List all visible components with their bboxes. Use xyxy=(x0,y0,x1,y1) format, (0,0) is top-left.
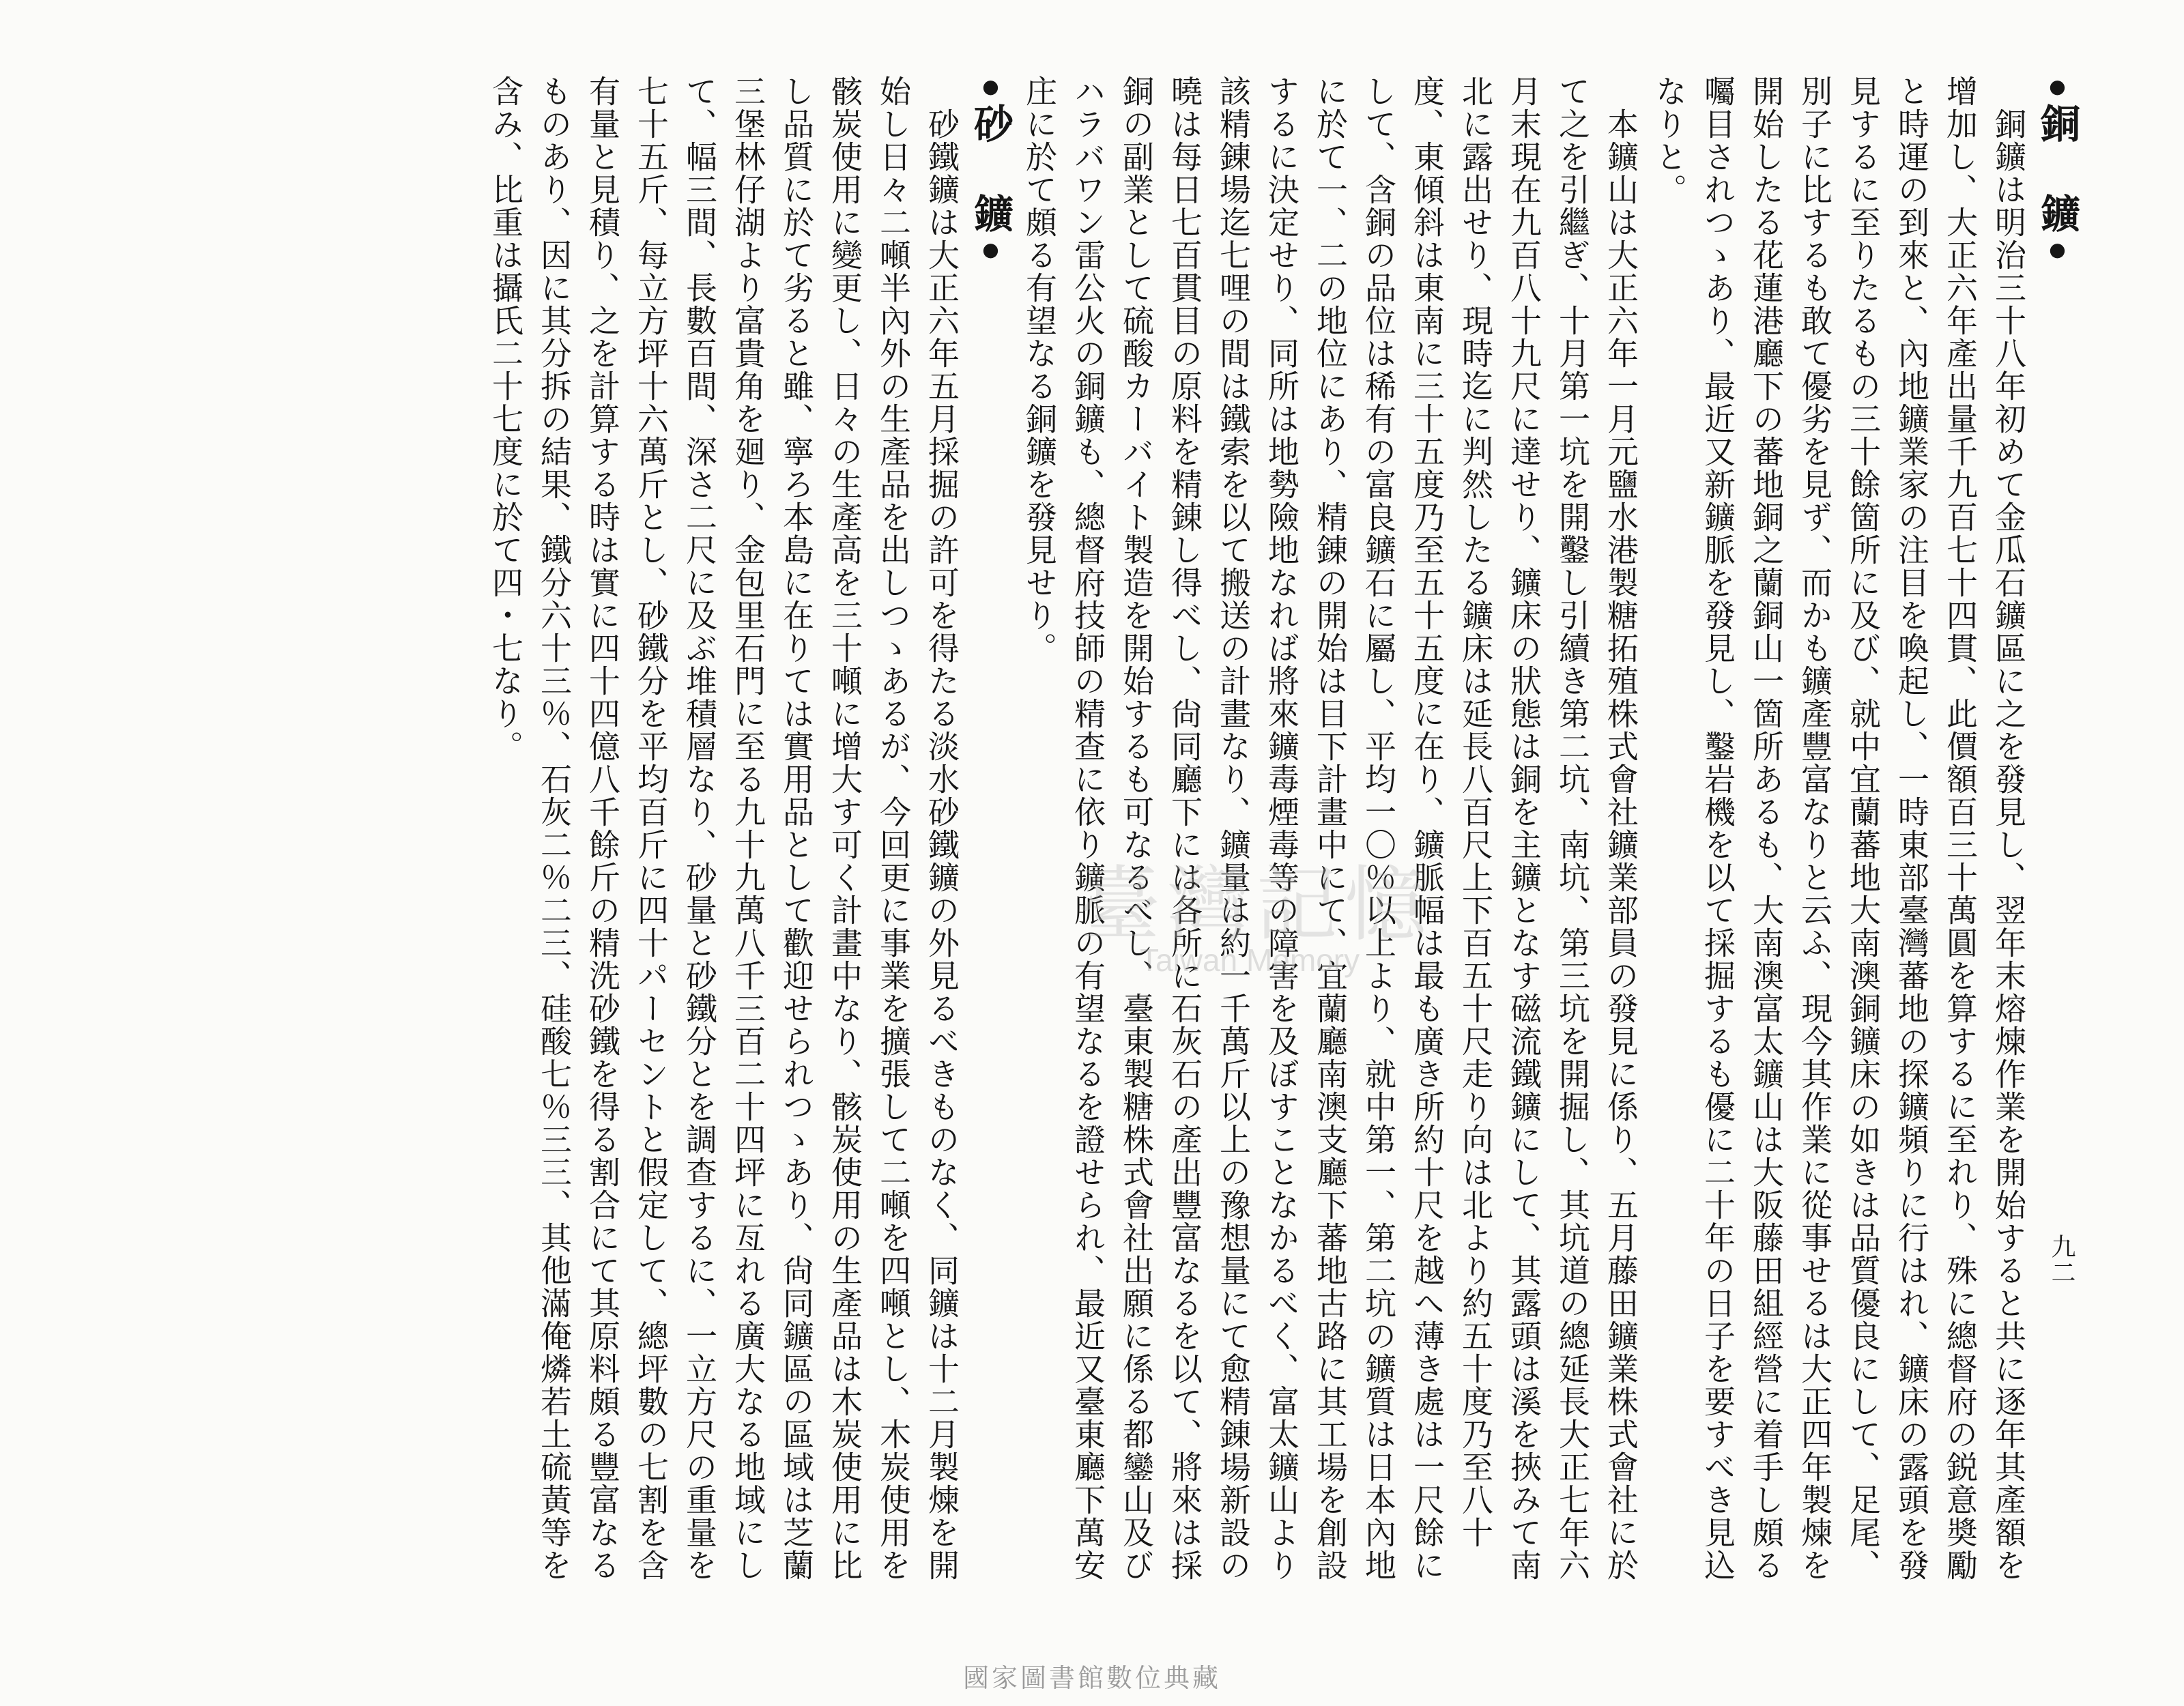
watermark-english: Taiwan Memory xyxy=(1140,942,1360,978)
bullet-icon: ● xyxy=(2046,75,2069,103)
page-number: 九二 xyxy=(2048,1234,2075,1286)
section-heading-sand-iron xyxy=(966,75,1015,1610)
bullet-icon: ● xyxy=(979,238,1002,266)
section-heading-copper xyxy=(2032,75,2082,1610)
paragraph-sand-iron: 砂鐵鑛は大正六年五月採掘の許可を得たる淡水砂鐵鑛の外見るべきものなく、同鑛は十二月製煉を開始し日々二噸半內外の生產品を出しつゝあるが、今回更に事業を擴張して二噸を四噸とし、木炭使用を骸炭使用に變更し、日々の生產高を三十噸に增大す可く計畫中なり、骸炭使用の生產品は木炭使用に比し品質に於て劣ると雖、寧ろ本島に在りては實用品として歡迎せられつゝあり、尙同鑛區の區域は芝蘭三堡林仔湖より富貴角を廻り、金包里石門に至る九十九萬八千三百二十四坪に亙れる廣大なる地域にして、幅三間、長數百間、深さ二尺に及ぶ堆積層なり、砂量と砂鐵分とを調查するに、一立方尺の重量を七十五斤、每立方坪十六萬斤とし、砂鐵分を平均百斤に四十パーセントと假定して、總坪數の七割を含有量と見積り、之を計算する時は實に四十四億八千餘斤の精洗砂鐵を得る割合にて其原料頗る豐富なるものあり、因に其分拆の結果、鐵分六十三％、石灰二％二三、硅酸七％三三、其他滿俺燐若土硫黃等を含み、比重は攝氏二十七度に於て四・七なり。 xyxy=(487,75,960,1582)
paragraph-copper-intro: 銅鑛は明治三十八年初めて金瓜石鑛區に之を發見し、翌年末熔煉作業を開始すると共に逐年其產額を增加し、大正六年產出量千九百七十四貫、此價額百三十萬圓を算するに至れり、殊に總督府の鋭意奬勵と時運の到來と、內地鑛業家の注目を喚起し、一時東部臺灣蕃地の探鑛頻りに行はれ、鑛床の露頭を發見するに至りたるもの三十餘箇所に及び、就中宜蘭蕃地大南澳銅鑛床の如きは品質優良にして、足尾、別子に比するも敢て優劣を見ず、而かも鑛產豐富なりと云ふ、現今其作業に從事せるは大正四年製煉を開始したる花蓮港廳下の蕃地銅之蘭銅山一箇所あるも、大南澳富太鑛山は大阪藤田組經營に着手し頗る囑目されつゝあり、最近又新鑛脈を發見し、鑿岩機を以て採掘するも優に二十年の日子を要すべき見込なりと。 xyxy=(1651,75,2027,1582)
heading-text: 銅 鑛 xyxy=(2034,103,2080,238)
bullet-icon: ● xyxy=(979,75,1002,103)
paragraph-copper-mine: 本鑛山は大正六年一月元鹽水港製糖拓殖株式會社鑛業部員の發見に係り、五月藤田鑛業株式會社に於て之を引繼ぎ、十月第一坑を開鑿し引續き第二坑、南坑、第三坑を開掘し、其坑道の總延長大正七年六月末現在九百八十九尺に達せり、鑛床の狀態は銅を主鑛となす磁流鐵鑛にして、其露頭は溪を挾みて南北に露出せり、現時迄に判然したる鑛床は延長八百尺上下百五十尺走り向は北より約五十度乃至八十度、東傾斜は東南に三十五度乃至五十五度に在り、鑛脈幅は最も廣き所約十尺を越へ薄き處は一尺餘にして、含銅の品位は稀有の富良鑛石に屬し、平均一〇％以上より、就中第一、第二坑の鑛質は日本內地に於て一、二の地位にあり、精錬の開始は目下計畫中にて、宜蘭廳南澳支廳下蕃地古路に其工場を創設するに決定せり、同所は地勢險地なれば將來鑛毒煙毒等の障害を及ぼすことなかるべく、富太鑛山より該精錬場迄七哩の間は鐵索を以て搬送の計畫なり、鑛量は約一千萬斤以上の豫想量にて愈精錬場新設の曉は每日七百貫目の原料を精錬し得べし、尙同廳下には各所に石灰石の產出豐富なるを以て、將來は採銅の副業として硫酸カーバイト製造を開始するも可なるべし、臺東製糖株式會社出願に係る都鑾山及びハラバワン雷公火の銅鑛も、總督府技師の精查に依り鑛脈の有望なるを證せられ、最近又臺東廳下萬安庄に於て頗る有望なる銅鑛を發見せり。 xyxy=(1021,75,1639,1582)
heading-text: 砂 鑛 xyxy=(967,103,1014,238)
watermark-chinese: 臺灣記憶 xyxy=(1078,858,1433,953)
bullet-icon: ● xyxy=(2046,238,2069,266)
footer-credit: 國家圖書館數位典藏 xyxy=(962,1663,1221,1693)
body-text xyxy=(177,75,2082,1610)
